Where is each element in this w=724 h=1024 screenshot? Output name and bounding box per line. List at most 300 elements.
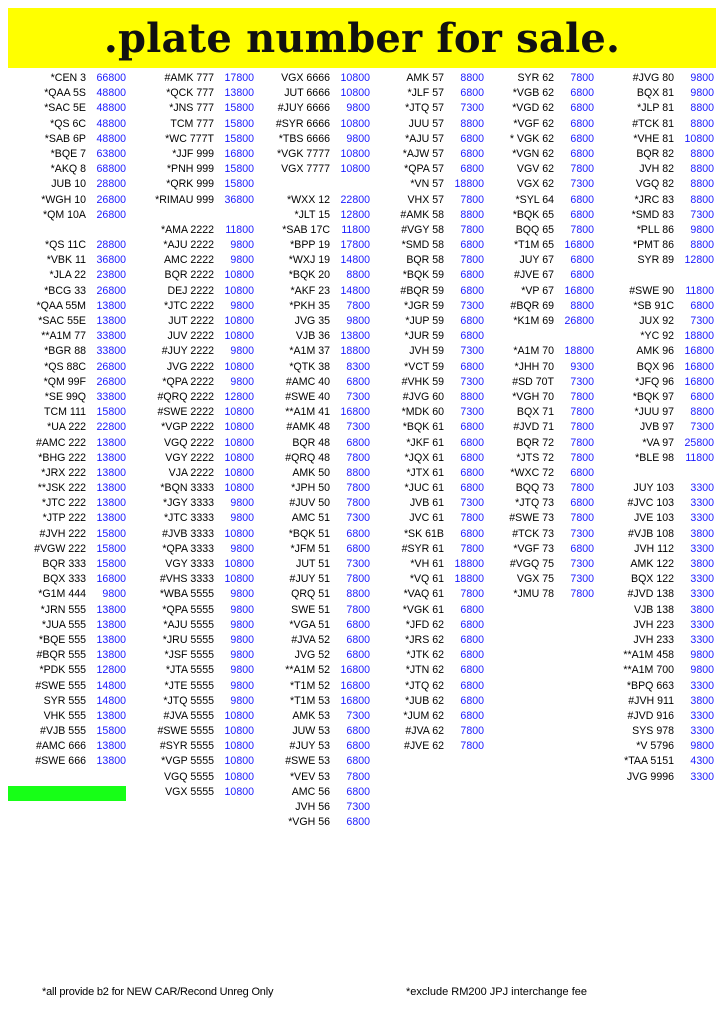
listing-row [134,314,254,329]
plate-price: 7800 [570,390,594,403]
listing-row [474,238,594,253]
plate-price: 13800 [96,709,126,722]
plate-number: JUB 10 [51,178,86,191]
plate-price: 66800 [96,72,126,84]
listing-row [134,770,254,785]
plate-number: *VAQ 61 [403,588,444,601]
plate-price: 7800 [460,193,484,206]
listing-row [474,375,594,390]
plate-price: 9800 [230,254,254,267]
plate-number: *AKQ 8 [50,163,86,176]
plate-price: 12800 [684,254,714,267]
plate-price: 6800 [460,633,484,646]
plate-number [134,208,214,223]
listing-row [250,557,370,572]
listing-row [134,268,254,283]
plate-price: 4300 [690,755,714,768]
plate-number: *PDK 555 [39,664,86,677]
plate-price: 6800 [460,360,484,373]
listing-row [474,223,594,238]
plate-price: 9800 [346,315,370,327]
plate-number: **A1M 77 [41,330,86,343]
plate-number: BQR 48 [292,436,330,449]
plate-number: *AKF 23 [290,284,330,297]
plate-number: SYR 89 [637,254,674,267]
plate-number: *JTX 61 [406,466,444,479]
plate-price: 6800 [346,542,370,555]
plate-price: 10800 [224,740,254,753]
listing-row [594,466,714,481]
plate-price: 16800 [340,406,370,419]
listing-row [364,663,484,678]
plate-price: 7800 [570,482,594,495]
listing-row [250,800,370,815]
plate-number: *JTQ 73 [515,497,554,510]
plate-number: *QRK 999 [166,178,214,191]
plate-number: #VJB 555 [40,725,86,738]
plate-price: 6800 [346,436,370,449]
listing-row [6,390,126,405]
plate-number: #SWE 90 [629,284,674,297]
plate-column-4 [364,71,484,754]
plate-price: 9800 [230,512,254,525]
listing-row [6,86,126,101]
listing-row [250,420,370,435]
plate-price: 15800 [224,163,254,176]
listing-row [364,375,484,390]
plate-number: **A1M 700 [623,664,674,677]
listing-row [364,648,484,663]
plate-number: *JTQ 57 [405,102,444,115]
plate-number: *QS 11C [44,239,86,252]
plate-price: 36800 [96,254,126,267]
plate-number: **A1M 41 [285,406,330,419]
listing-row [134,481,254,496]
listing-row [364,208,484,223]
plate-number: *AJU 57 [405,132,444,145]
listing-row [134,86,254,101]
plate-price: 6800 [346,755,370,768]
listing-row [594,557,714,572]
listing-row [134,117,254,132]
plate-number: VHX 57 [407,193,444,206]
plate-price: 6800 [460,87,484,100]
plate-number: *G1M 444 [38,588,86,601]
plate-number: *JFD 62 [405,618,444,631]
listing-row [594,208,714,223]
plate-price: 6800 [460,269,484,282]
plate-number: #JVD 916 [627,709,674,722]
plate-number: AMK 122 [630,558,674,570]
listing-row [594,542,714,557]
plate-price: 7300 [690,208,714,221]
plate-price: 12800 [340,208,370,221]
plate-price: 11800 [225,223,254,236]
plate-number: *VHE 81 [633,132,674,145]
plate-price: 12800 [224,390,254,403]
plate-number: #BQR 555 [36,649,86,662]
plate-price: 13800 [96,740,126,753]
plate-number: JVG 52 [294,649,330,662]
listing-row [250,739,370,754]
listing-row [364,587,484,602]
plate-number: *JFQ 96 [635,375,674,388]
plate-price: 9800 [230,618,254,631]
listing-row [364,557,484,572]
plate-number: *WBA 5555 [159,588,214,601]
listing-row [250,238,370,253]
plate-number: #TCK 81 [632,117,674,130]
plate-number: *QM 10A [43,208,86,221]
plate-number: *JTN 62 [405,664,444,677]
plate-price: 33800 [96,345,126,358]
plate-price: 15800 [96,542,126,555]
listing-row [134,360,254,375]
plate-number: *QM 99F [43,375,86,388]
plate-number: *BQK 20 [288,269,330,282]
listing-row [364,117,484,132]
plate-price: 16800 [340,664,370,677]
listing-row [474,527,594,542]
plate-price: 6800 [346,527,370,540]
plate-price: 8800 [346,466,370,479]
plate-number: VGX 7777 [281,163,330,176]
plate-price: 10800 [224,436,254,449]
listing-row [250,405,370,420]
listing-row [474,451,594,466]
plate-number: *PMT 86 [632,239,674,252]
plate-number: JVC 61 [409,512,444,525]
plate-number: VGQ 2222 [163,436,214,449]
plate-price: 6800 [570,117,594,130]
plate-price: 6800 [690,299,714,312]
plate-price: 9800 [230,649,254,662]
plate-price: 9800 [230,497,254,510]
plate-number: *SMD 83 [631,208,674,221]
listing-row [134,238,254,253]
listing-row [134,147,254,162]
plate-price: 3300 [690,725,714,738]
plate-number: #AMC 222 [35,436,86,449]
plate-number: #AMC 666 [35,740,86,753]
listing-row [474,511,594,526]
plate-number: *TAA 5151 [624,755,674,768]
plate-price: 25800 [684,436,714,449]
listing-row [250,71,370,86]
listing-row [594,436,714,451]
plate-price: 7300 [690,421,714,434]
plate-number: AMK 53 [292,709,330,722]
listing-row [594,527,714,542]
plate-price: 3300 [690,512,714,525]
listing-row [6,162,126,177]
plate-number: #VGY 58 [401,223,444,236]
listing-row [250,436,370,451]
plate-price: 68800 [96,163,126,176]
plate-number: TCM 777 [170,117,214,130]
listing-row [594,299,714,314]
listing-row [364,223,484,238]
plate-number: *VGD 62 [512,102,554,115]
listing-row [474,284,594,299]
plate-price: 13800 [96,633,126,646]
plate-price: 7800 [346,482,370,495]
plate-price: 48800 [96,117,126,130]
plate-price: 10800 [340,72,370,84]
plate-price [86,223,126,238]
plate-price: 13800 [96,451,126,464]
listing-row [134,101,254,116]
listing-row [250,314,370,329]
plate-number: BQR 82 [636,147,674,160]
plate-number: *JMU 78 [513,588,554,601]
plate-price: 16800 [224,147,254,160]
plate-number: JUU 57 [408,117,444,130]
plate-price: 10800 [224,421,254,434]
plate-price: 6800 [346,649,370,662]
plate-number: *JTK 62 [406,649,444,662]
plate-price: 8800 [346,269,370,282]
plate-price: 63800 [96,147,126,160]
plate-number: *BQK 61 [402,421,444,434]
plate-price: 6800 [460,421,484,434]
plate-number [594,268,674,283]
plate-number: *WC 777T [165,132,214,145]
plate-price: 6800 [460,603,484,616]
listing-row [134,405,254,420]
listing-row [134,754,254,769]
plate-number: *JTC 3333 [163,512,214,525]
listing-row [594,253,714,268]
plate-number: *AJW 57 [402,147,444,160]
plate-number: JVG 9996 [626,770,674,783]
plate-price: 7800 [460,223,484,236]
listing-row [250,284,370,299]
listing-row [134,618,254,633]
plate-number: VGY 2222 [165,451,214,464]
listing-row [134,193,254,208]
plate-price: 9800 [690,740,714,753]
listing-row [364,542,484,557]
listing-row [594,71,714,86]
plate-price [674,466,714,481]
listing-row [594,344,714,359]
plate-price: 7300 [570,558,594,570]
plate-price: 15800 [224,117,254,130]
plate-price: 9800 [690,87,714,100]
listing-row [594,648,714,663]
listing-row [364,527,484,542]
plate-price: 6800 [460,664,484,677]
plate-price: 10800 [224,558,254,570]
plate-price: 6800 [460,482,484,495]
plate-price: 6800 [570,208,594,221]
listing-row [134,390,254,405]
plate-number: *VEV 53 [289,770,330,783]
plate-column-2 [134,71,254,800]
plate-price: 9800 [230,345,254,358]
plate-number: *WGH 10 [41,193,86,206]
plate-number: BQR 72 [516,436,554,449]
listing-row [250,603,370,618]
plate-number: *JTA 5555 [165,664,214,677]
listing-row [134,496,254,511]
plate-number [594,466,674,481]
plate-number: *PNH 999 [166,163,214,176]
plate-number: *JRS 62 [405,633,444,646]
plate-price: 7300 [570,375,594,388]
plate-price: 9800 [230,603,254,616]
listing-row [6,253,126,268]
listing-row [474,436,594,451]
plate-price: 9800 [230,664,254,677]
listing-row [364,86,484,101]
plate-price: 10800 [224,406,254,419]
plate-price: 6800 [346,633,370,646]
listing-row [594,496,714,511]
plate-price: 7300 [460,102,484,115]
plate-number: #JVE 62 [403,740,444,753]
listing-row [594,193,714,208]
listing-row [594,663,714,678]
plate-number: *T1M 53 [289,694,330,707]
plate-number: VJA 2222 [168,466,214,479]
plate-price: 11800 [685,284,714,297]
listing-row [364,238,484,253]
plate-number: *VGP 5555 [161,755,214,768]
listing-row [594,420,714,435]
listing-row [594,451,714,466]
plate-price: 7800 [346,451,370,464]
listing-row [6,694,126,709]
plate-number: *JUB 62 [405,694,444,707]
listing-row [594,284,714,299]
listing-row [6,527,126,542]
plate-number: #JVG 80 [632,72,674,84]
plate-number [250,177,330,192]
plate-number: #SWE 555 [35,679,86,692]
listing-row [474,86,594,101]
listing-row [250,648,370,663]
plate-price: 18800 [340,345,370,358]
plate-price: 6800 [460,284,484,297]
plate-number: JVG 2222 [166,360,214,373]
listing-row [250,815,370,830]
listing-row [594,223,714,238]
listing-row [594,390,714,405]
plate-column-6 [594,71,714,785]
plate-price: 6800 [460,709,484,722]
plate-price: 6800 [346,725,370,738]
plate-number: *JSF 5555 [164,649,214,662]
plate-price: 3300 [690,633,714,646]
plate-price: 13800 [96,466,126,479]
plate-price: 15800 [96,725,126,738]
listing-row [6,709,126,724]
plate-number: VGX 6666 [281,72,330,84]
listing-row [6,451,126,466]
plate-number: *VA 97 [642,436,674,449]
plate-number: *QS 88C [44,360,86,373]
plate-price: 15800 [224,102,254,115]
plate-price: 7800 [460,542,484,555]
listing-row [474,71,594,86]
plate-number: *VGF 62 [513,117,554,130]
plate-number: *JGY 3333 [162,497,214,510]
listing-row [594,314,714,329]
plate-number: #JVB 3333 [162,527,214,540]
listing-row [6,618,126,633]
plate-price: 8800 [460,117,484,130]
plate-number: *VGB 62 [512,87,554,100]
listing-row [250,299,370,314]
plate-number: *VCT 59 [404,360,444,373]
listing-row [250,633,370,648]
plate-price: 14800 [340,254,370,267]
listing-row [474,542,594,557]
plate-price: 6800 [460,132,484,145]
plate-price: 15800 [224,178,254,191]
listing-row [364,147,484,162]
listing-row [594,603,714,618]
plate-price: 8800 [570,299,594,312]
plate-number: *AJU 2222 [163,239,214,252]
plate-price: 13800 [96,649,126,662]
plate-number: **A1M 458 [623,649,674,662]
plate-price: 6800 [570,497,594,510]
plate-number: *VGN 62 [512,147,554,160]
listing-row [6,466,126,481]
listing-row [474,314,594,329]
plate-number: *SAC 5E [44,102,86,115]
plate-number: VHK 555 [43,709,86,722]
plate-number: *JTQ 5555 [163,694,214,707]
plate-number: *V 5796 [636,740,674,753]
listing-row [134,679,254,694]
plate-number: #VHS 3333 [159,573,214,586]
plate-price: 7800 [346,603,370,616]
listing-row [364,344,484,359]
listing-row [594,101,714,116]
plate-number: *UA 222 [47,421,86,434]
listing-row [250,147,370,162]
listing-row [594,117,714,132]
plate-number: JVE 103 [633,512,674,525]
plate-number: **JSK 222 [37,482,86,495]
plate-price: 7800 [460,588,484,601]
listing-row [364,496,484,511]
plate-number: *WXX 12 [287,193,330,206]
listing-row [364,572,484,587]
plate-price: 15800 [224,132,254,145]
listing-row [364,709,484,724]
plate-price: 9800 [230,633,254,646]
plate-price: 18800 [454,573,484,586]
plate-price: 9800 [346,132,370,145]
plate-number: *VH 61 [410,558,444,570]
plate-number: JVH 56 [295,801,330,813]
plate-price: 7300 [460,345,484,358]
plate-number: *VGF 73 [513,542,554,555]
plate-number: *SAB 6P [44,132,86,145]
plate-price: 10800 [224,785,254,798]
plate-number: JVH 223 [633,618,674,631]
listing-row [594,572,714,587]
plate-number: *JTP 222 [42,512,86,525]
plate-number: #JVH 222 [39,527,86,540]
plate-number: *JLT 15 [294,208,330,221]
plate-number: *QCK 777 [166,87,214,100]
